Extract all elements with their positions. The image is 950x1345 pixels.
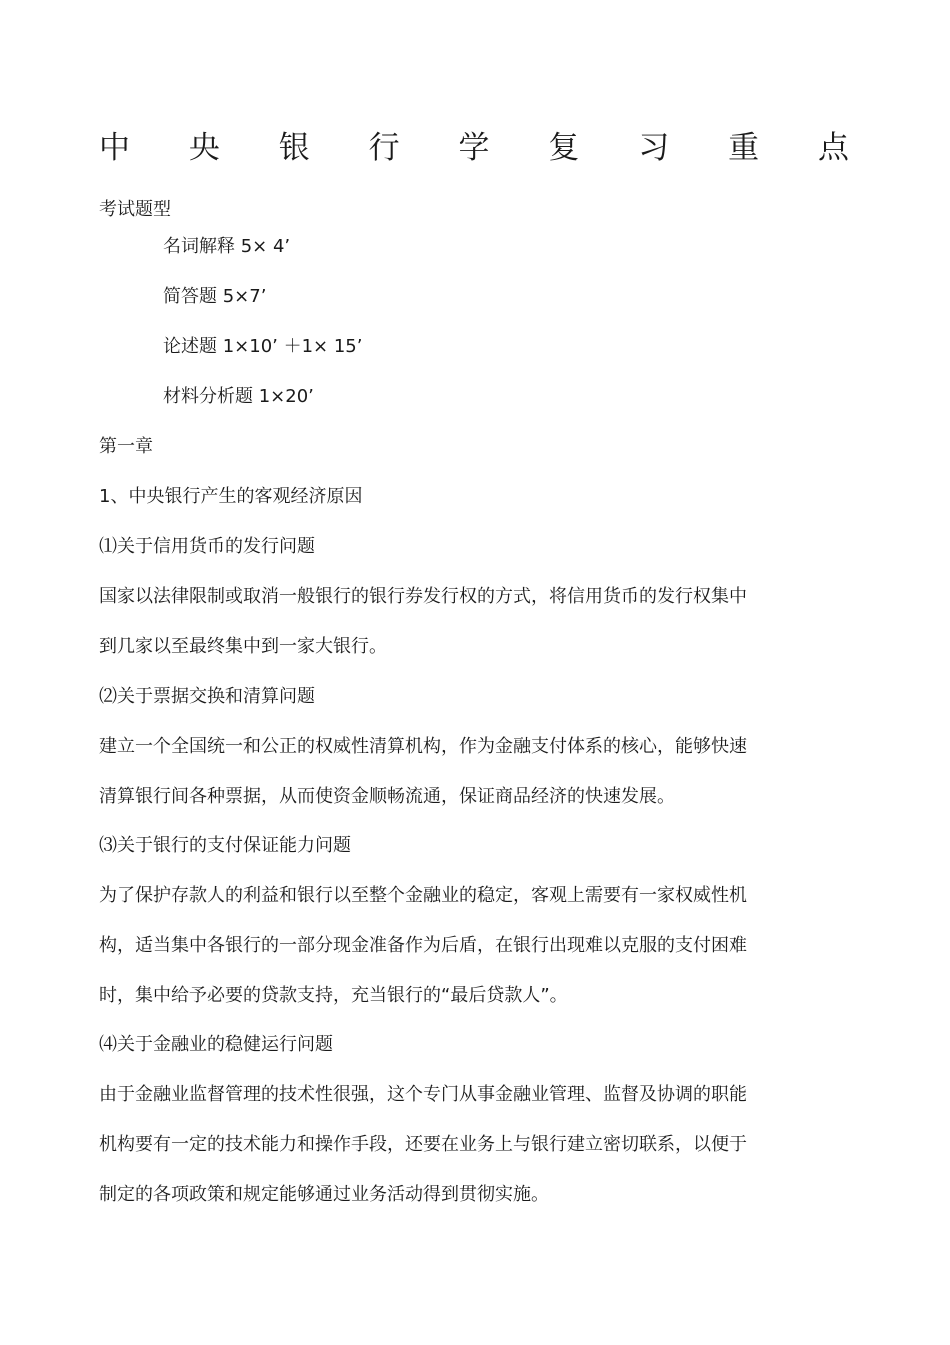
title-char: 中 (99, 130, 130, 166)
subsection-heading: ⑷关于金融业的稳健运行问题 (99, 1034, 333, 1055)
paragraph-line: 由于金融业监督管理的技术性很强，这个专门从事金融业管理、监督及协调的职能 (99, 1084, 747, 1105)
exam-type-item: 论述题 1×10’ ＋1× 15’ (163, 336, 363, 357)
paragraph-line: 制定的各项政策和规定能够通过业务活动得到贯彻实施。 (99, 1184, 549, 1205)
paragraph-line: 构，适当集中各银行的一部分现金准备作为后盾，在银行出现难以克服的支付困难 (99, 935, 747, 956)
title-char: 央 (188, 130, 220, 166)
chapter-heading: 第一章 (99, 436, 153, 457)
title-char: 学 (458, 130, 490, 166)
paragraph-line: 国家以法律限制或取消一般银行的银行券发行权的方式，将信用货币的发行权集中 (99, 586, 747, 607)
subsection-heading: ⑴关于信用货币的发行问题 (99, 536, 315, 557)
title-char: 银 (278, 130, 310, 166)
exam-type-item: 简答题 5×7’ (163, 286, 267, 307)
paragraph-line: 清算银行间各种票据，从而使资金顺畅流通，保证商品经济的快速发展。 (99, 786, 675, 807)
title-char: 习 (638, 130, 670, 166)
title-char: 行 (368, 130, 400, 166)
paragraph-line: 到几家以至最终集中到一家大银行。 (99, 636, 387, 657)
title-char: 复 (548, 130, 580, 166)
title-char: 重 (728, 130, 760, 166)
subsection-heading: ⑵关于票据交换和清算问题 (99, 686, 315, 707)
paragraph-line: 机构要有一定的技术能力和操作手段，还要在业务上与银行建立密切联系，以便于 (99, 1134, 747, 1155)
exam-type-item: 材料分析题 1×20’ (163, 386, 314, 407)
paragraph-line: 为了保护存款人的利益和银行以至整个金融业的稳定，客观上需要有一家权威性机 (99, 885, 747, 906)
document-title (99, 128, 849, 168)
paragraph-line: 建立一个全国统一和公正的权威性清算机构，作为金融支付体系的核心，能够快速 (99, 736, 747, 757)
exam-type-item: 名词解释 5× 4’ (163, 236, 291, 257)
exam-types-heading: 考试题型 (99, 199, 171, 220)
title-char: 点 (818, 130, 849, 166)
subsection-heading: ⑶关于银行的支付保证能力问题 (99, 835, 351, 856)
paragraph-line: 时，集中给予必要的贷款支持，充当银行的“最后贷款人”。 (99, 985, 568, 1006)
section-heading: 1、中央银行产生的客观经济原因 (99, 486, 363, 507)
